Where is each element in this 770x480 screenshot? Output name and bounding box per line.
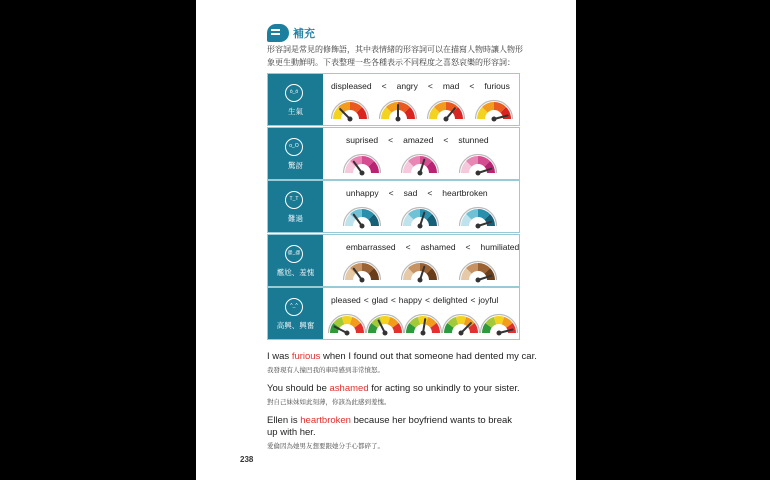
sad-face-icon: T_T	[285, 191, 303, 209]
emotion-word: humiliated	[480, 241, 520, 252]
less-than-sign: <	[443, 134, 449, 145]
intensity-gauge	[480, 312, 518, 336]
emotion-word: mad	[442, 81, 460, 91]
emotion-word: happy	[398, 295, 422, 305]
example-3-post: because her boyfriend wants to break up with her.	[267, 415, 513, 438]
section-title: 補充	[293, 27, 315, 40]
emotion-word: furious	[484, 81, 510, 91]
intensity-gauge	[366, 312, 404, 336]
intensity-gauge	[343, 205, 381, 229]
row-category	[268, 74, 323, 125]
happy-face-icon: ^_^	[285, 298, 303, 316]
intensity-gauge	[343, 259, 381, 283]
row-category-label: 難過	[288, 214, 303, 223]
intensity-gauge	[475, 98, 513, 122]
row-category	[268, 288, 323, 339]
intensity-gauge	[401, 152, 439, 176]
example-2-zh: 對自己妹妹如此刻薄，你該為此感到羞愧。	[267, 398, 391, 406]
emotion-word: sad	[403, 188, 418, 198]
less-than-sign: <	[388, 188, 394, 198]
emotion-table	[267, 73, 520, 341]
intensity-word-scale	[331, 81, 510, 91]
intensity-gauge	[343, 152, 381, 176]
intensity-word-scale	[346, 135, 489, 145]
emotion-word: heartbroken	[442, 188, 488, 198]
book-page	[196, 0, 576, 480]
emotion-word: unhappy	[346, 188, 379, 198]
less-than-sign: <	[363, 295, 369, 305]
example-3-zh: 愛倫因為她男友想要跟她分手心都碎了。	[267, 442, 384, 450]
embarrassed-face-icon: @_@	[285, 245, 303, 263]
emotion-word: ashamed	[420, 241, 456, 252]
emotion-word: embarrassed	[346, 241, 396, 252]
emotion-row	[267, 127, 520, 180]
example-2-highlight: ashamed	[329, 383, 369, 394]
emotion-word: displeased	[331, 81, 372, 91]
emotion-row	[267, 73, 520, 126]
intensity-word-scale	[331, 295, 498, 305]
less-than-sign: <	[390, 295, 396, 305]
example-1	[267, 351, 537, 374]
row-category-label: 尷尬、羞愧	[276, 267, 315, 277]
intro-paragraph: 形容詞是常見的修飾語，其中表情緒的形容詞可以在描寫人物時讓人物形象更生動鮮明。下表整理一些各種表示不同程度之喜怒哀樂的形容詞：	[267, 45, 523, 67]
less-than-sign: <	[469, 81, 475, 91]
intensity-gauge	[379, 98, 417, 122]
intensity-word-scale	[346, 242, 519, 252]
less-than-sign: <	[388, 134, 394, 145]
emotion-word: pleased	[331, 295, 361, 305]
angry-face-icon: ò_ó	[285, 84, 303, 102]
row-category-label: 高興、興奮	[276, 321, 315, 330]
intensity-gauge	[401, 205, 439, 229]
example-1-post: when I found out that someone had dented my car.	[320, 351, 537, 362]
example-3-highlight: heartbroken	[300, 415, 351, 426]
example-1-zh: 我發現有人撞凹我的車時感到非常憤怒。	[267, 366, 384, 374]
emotion-word: suprised	[346, 134, 379, 145]
emotion-word: glad	[371, 295, 388, 305]
intensity-gauge	[459, 259, 497, 283]
intensity-gauge	[459, 205, 497, 229]
intensity-gauge	[328, 312, 366, 336]
intensity-gauge	[401, 259, 439, 283]
emotion-word: delighted	[432, 295, 468, 305]
example-2-post: for acting so unkindly to your sister.	[368, 383, 520, 394]
emotion-word: stunned	[458, 134, 489, 145]
emotion-row	[267, 234, 520, 287]
row-category	[268, 181, 323, 232]
less-than-sign: <	[427, 81, 433, 91]
emotion-row	[267, 287, 520, 340]
intensity-word-scale	[346, 188, 488, 198]
row-category-label: 驚訝	[288, 160, 303, 170]
intensity-gauge	[331, 98, 369, 122]
surprised-face-icon: o_O	[285, 138, 303, 156]
less-than-sign: <	[465, 241, 471, 252]
example-2	[267, 383, 520, 406]
speech-bubble-icon	[267, 24, 289, 42]
less-than-sign: <	[427, 188, 433, 198]
example-1-highlight: furious	[291, 351, 321, 362]
row-category-label: 生氣	[288, 107, 303, 116]
row-category	[268, 128, 323, 179]
less-than-sign: <	[381, 81, 387, 91]
emotion-row	[267, 180, 520, 233]
less-than-sign: <	[405, 241, 411, 252]
intensity-gauge	[459, 152, 497, 176]
example-2-pre: You should be	[267, 383, 330, 394]
less-than-sign: <	[424, 295, 430, 305]
example-3	[267, 415, 522, 450]
emotion-word: joyful	[478, 295, 499, 305]
intensity-gauge	[442, 312, 480, 336]
example-3-pre: Ellen is	[267, 415, 301, 426]
intensity-gauge	[404, 312, 442, 336]
page-number: 238	[240, 455, 254, 464]
less-than-sign: <	[470, 295, 476, 305]
section-header	[267, 24, 315, 42]
emotion-word: angry	[396, 81, 418, 91]
emotion-word: amazed	[403, 134, 434, 145]
intensity-gauge	[427, 98, 465, 122]
row-category	[268, 235, 323, 286]
example-1-pre: I was	[267, 351, 292, 362]
